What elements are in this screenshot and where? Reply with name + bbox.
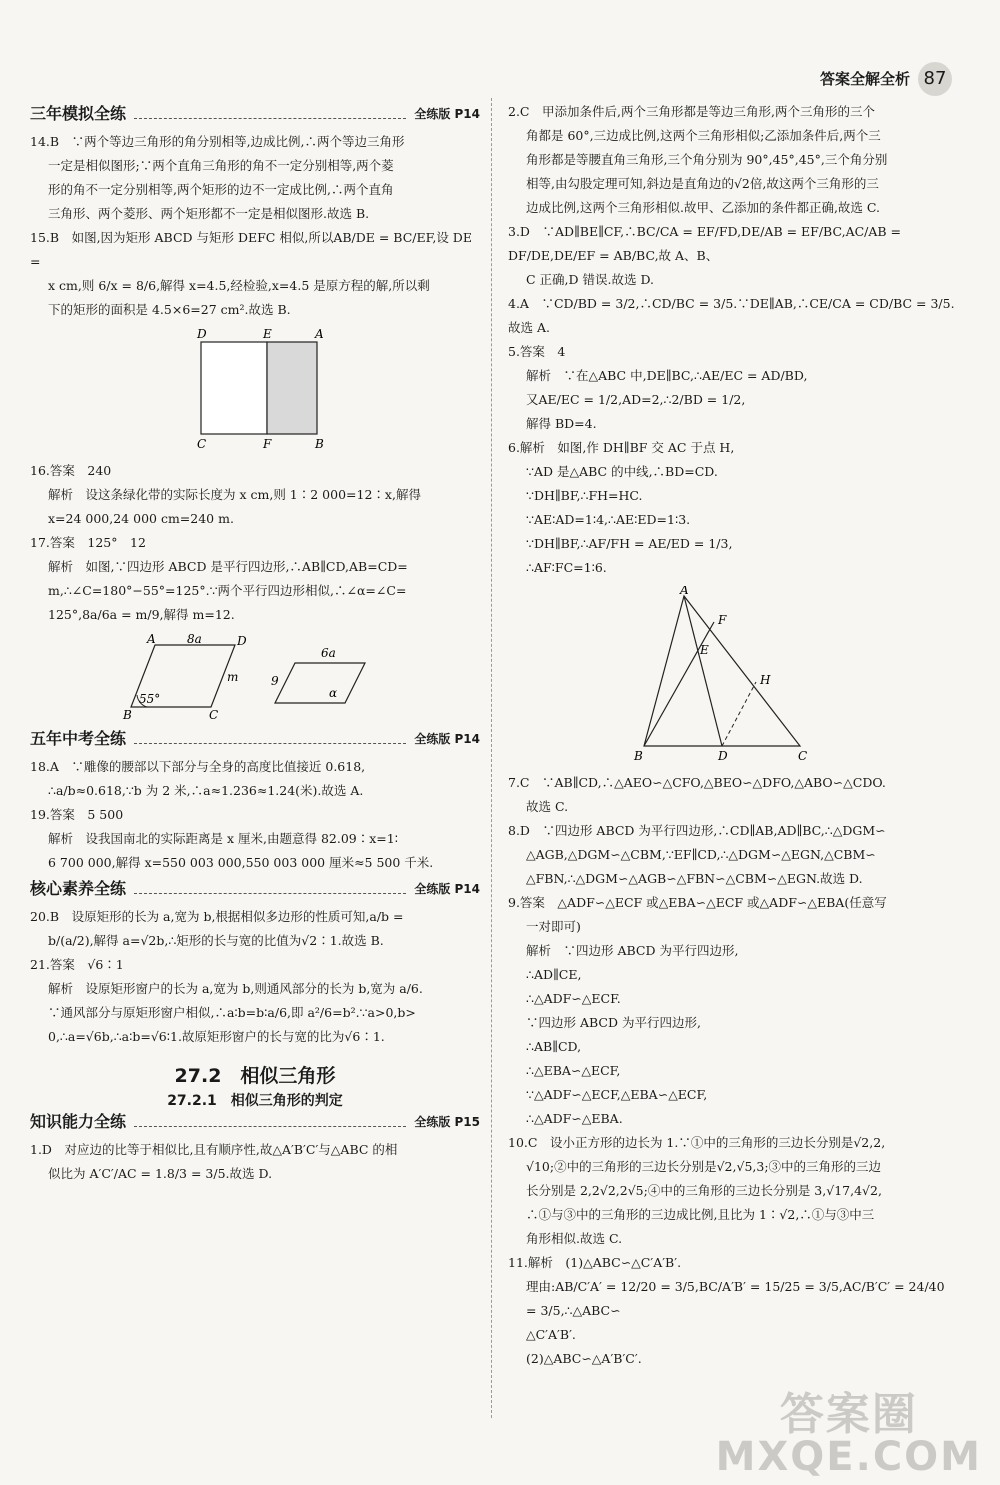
answer-line: 14.B ∵两个等边三角形的角分别相等,边成比例,∴两个等边三角形 [30,134,405,149]
answer-line: 解析 设我国南北的实际距离是 x 厘米,由题意得 82.09∶x=1∶ [48,831,398,846]
section-header [30,106,480,122]
answer-line: ∴a/b≈0.618,∵b 为 2 米,∴a≈1.236≈1.24(米).故选 A. [48,783,364,798]
answer-line: 7.C ∵AB∥CD,∴△AEO∽△CFO,△BEO∽△DFO,△ABO∽△CDO. [508,774,886,790]
answer-16 [30,459,480,531]
answer-line: m,∴∠C=180°−55°=125°.∵两个平行四边形相似,∴∠α=∠C= [48,582,407,598]
label-m: m [227,669,239,684]
section-title: 核心素养全练 [30,879,127,898]
answer-line: 相等,由勾股定理可知,斜边是直角边的√2倍,故这两个三角形的三 [526,176,879,191]
section-header [30,1114,480,1130]
watermark-logo [715,1389,982,1480]
left-column [30,100,480,1186]
answer-line: 一定是相似图形;∵两个直角三角形的角不一定分别相等,两个菱 [48,158,394,173]
rect-efba [267,342,317,434]
rectangle-figure [175,328,335,450]
answer-line: (2)△ABC∽△A′B′C′. [526,1350,642,1366]
answer-line: 解析 ∵在△ABC 中,DE∥BC,∴AE/EC = AD/BD, [526,368,808,383]
answer-line: ∵△ADF∽△ECF,△EBA∽△ECF, [526,1086,708,1102]
answer-line: 1.D 对应边的比等于相似比,且有顺序性,故△A′B′C′与△ABC 的相 [30,1142,398,1157]
answer-line: 角形都是等腰直角三角形,三个角分别为 90°,45°,45°,三个角分别 [526,152,888,167]
answer-line: 3.D ∵AD∥BE∥CF,∴BC/CA = EF/FD,DE/AB = EF/BC,AC/AB = DF/DE,DE/EF = AB/BC,故 A、B、 [508,224,902,263]
answer-9 [508,891,956,1131]
label-9: 9 [271,673,279,688]
parallelogram-figure [115,633,395,723]
section-ref: 全练版 P14 [414,107,480,121]
answer-line: x=24 000,24 000 cm=240 m. [48,510,234,526]
label-b: B [123,707,132,722]
answer-line: ∴①与③中的三角形的三边成比例,且比为 1∶√2,∴①与③中三 [526,1206,875,1222]
answer-line: 解析 设这条绿化带的实际长度为 x cm,则 1∶2 000=12∶x,解得 [48,486,421,502]
header-title: 答案全解全析 [819,69,910,88]
answer-line: 三角形、两个菱形、两个矩形都不一定是相似图形.故选 B. [48,206,370,221]
answer-line: 16.答案 240 [30,462,112,478]
section-ref: 全练版 P15 [414,1115,480,1129]
answer-line: ∴△ADF∽△ECF. [526,990,621,1006]
median-ad [684,596,722,746]
chapter-title: 27.2 相似三角形 [174,1065,336,1087]
section-title: 三年模拟全练 [30,104,127,123]
answer-line: ∴AB∥CD, [526,1038,582,1054]
triangle-figure [632,586,832,762]
answer-line: 角形相似.故选 C. [526,1230,623,1246]
answer-line: △AGB,△DGM∽△CBM,∵EF∥CD,∴△DGM∽△EGN,△CBM∽ [526,846,876,862]
label-55: 55° [139,691,161,706]
answer-line: 20.B 设原矩形的长为 a,宽为 b,根据相似多边形的性质可知,a/b = [30,909,404,924]
answer-19 [30,803,480,875]
answer-line: 0,∴a=√6b,∴a∶b=√6∶1.故原矩形窗户的长与宽的比为√6∶1. [48,1029,385,1044]
answer-line: 11.解析 (1)△ABC∽△C′A′B′. [508,1254,682,1270]
answer-line: 解得 BD=4. [526,416,597,431]
answer-line: ∴AD∥CE, [526,966,582,982]
answer-line: 10.C 设小正方形的边长为 1.∵①中的三角形的三边长分别是√2,2, [508,1134,886,1150]
answer-line: 17.答案 125° 12 [30,534,146,550]
answer-1 [30,1138,480,1186]
answer-line: C 正确,D 错误.故选 D. [526,272,655,287]
answer-line: 4.A ∵CD/BD = 3/2,∴CD/BC = 3/5.∵DE∥AB,∴CE/CA = CD/BC = 3/5.故选 A. [508,296,955,335]
answer-line: 6 700 000,解得 x=550 003 000,550 003 000 厘米≈5 500 千米. [48,855,434,870]
answer-line: x cm,则 6/x = 8/6,解得 x=4.5,经检验,x=4.5 是原方程的解,所以剩 [48,278,430,293]
answer-14 [30,130,480,226]
answer-line: ∴△EBA∽△ECF, [526,1062,621,1078]
label-d: D [197,328,207,341]
answer-line: ∵DH∥BF,∴AF/FH = AE/ED = 1/3, [526,536,733,551]
answer-line: 故选 C. [526,798,569,814]
answer-line: 9.答案 △ADF∽△ECF 或△EBA∽△ECF 或△ADF∽△EBA(任意写 [508,894,887,910]
answer-line: 角都是 60°,三边成比例,这两个三角形相似;乙添加条件后,两个三 [526,128,881,143]
answer-line: 解析 ∵四边形 ABCD 为平行四边形, [526,942,739,958]
answer-line: 理由:AB/C′A′ = 12/20 = 3/5,BC/A′B′ = 15/25 = 3/5,AC/B′C′ = 24/40 = 3/5,∴△ABC∽ [526,1278,945,1318]
label-b: B [634,749,643,762]
page-header [820,62,952,96]
answer-line: ∴AF∶FC=1∶6. [526,560,607,575]
label-c: C [209,707,219,722]
answer-3 [508,220,956,292]
answer-line: 边成比例,这两个三角形相似.故甲、乙添加的条件都正确,故选 C. [526,200,880,215]
answer-line: 6.解析 如图,作 DH∥BF 交 AC 于点 H, [508,440,735,455]
answer-11 [508,1251,956,1371]
answer-line: 解析 如图,∵四边形 ABCD 是平行四边形,∴AB∥CD,AB=CD= [48,558,408,574]
answer-21 [30,953,480,1049]
answer-6 [508,436,956,580]
section-ref: 全练版 P14 [414,732,480,746]
section-leader [134,118,406,119]
figure-15 [30,328,480,453]
answer-line: △C′A′B′. [526,1326,576,1342]
section-title: 知识能力全练 [30,1112,127,1131]
segment-dh [722,682,756,746]
answer-line: ∵通风部分与原矩形窗户相似,∴a∶b=b∶a/6,即 a²/6=b².∵a>0,b> [48,1005,416,1020]
answer-18 [30,755,480,803]
answer-10 [508,1131,956,1251]
section-header [30,881,480,897]
label-c: C [197,437,207,450]
answer-line: 下的矩形的面积是 4.5×6=27 cm².故选 B. [48,302,291,317]
watermark-line: 答案圈 [779,1389,918,1440]
section-leader [134,1126,406,1127]
answer-line: 形的角不一定分别相等,两个矩形的边不一定成比例,∴两个直角 [48,182,394,197]
label-d: D [718,749,728,762]
answer-line: 19.答案 5 500 [30,807,124,822]
column-divider [491,98,492,1418]
section-title: 五年中考全练 [30,729,127,748]
section-ref: 全练版 P14 [414,882,480,896]
figure-17 [30,633,480,726]
answer-line: 似比为 A′C′/AC = 1.8/3 = 3/5.故选 D. [48,1166,273,1181]
answer-line: 8.D ∵四边形 ABCD 为平行四边形,∴CD∥AB,AD∥BC,∴△DGM∽ [508,822,886,838]
right-column [508,100,956,1371]
answer-7 [508,771,956,819]
label-b: B [315,437,324,450]
answer-line: ∵DH∥BF,∴FH=HC. [526,488,643,503]
label-a: A [680,586,689,597]
answer-15 [30,226,480,322]
answer-2 [508,100,956,220]
answer-line: 5.答案 4 [508,344,566,359]
section-leader [134,893,406,894]
label-e: E [263,328,272,341]
answer-line: 15.B 如图,因为矩形 ABCD 与矩形 DEFC 相似,所以AB/DE = BC/EF,设 DE = [30,230,472,269]
subchapter-title: 27.2.1 相似三角形的判定 [167,1093,343,1109]
label-f: F [263,437,272,450]
answer-line: 125°,8a/6a = m/9,解得 m=12. [48,606,235,622]
answer-line: 21.答案 √6∶1 [30,957,124,972]
segment-bf [644,622,714,746]
answer-5 [508,340,956,436]
section-header [30,731,480,747]
answer-line: ∴△ADF∽△EBA. [526,1110,623,1126]
answer-line: 长分别是 2,2√2,2√5;④中的三角形的三边长分别是 3,√17,4√2, [526,1182,882,1198]
answer-17 [30,531,480,627]
label-f: F [718,613,727,627]
answer-8 [508,819,956,891]
answer-line: √10;②中的三角形的三边长分别是√2,√5,3;③中的三角形的三边 [526,1158,882,1174]
rect-dcfe [201,342,267,434]
label-e: E [700,643,709,657]
answer-line: 解析 设原矩形窗户的长为 a,宽为 b,则通风部分的长为 b,宽为 a/6. [48,981,423,996]
answer-line: 18.A ∵雕像的腰部以下部分与全身的高度比值接近 0.618, [30,759,366,774]
answer-line: 又AE/EC = 1/2,AD=2,∴2/BD = 1/2, [526,392,746,407]
figure-6 [508,586,956,765]
answer-line: ∵四边形 ABCD 为平行四边形, [526,1014,701,1030]
answer-line: 2.C 甲添加条件后,两个三角形都是等边三角形,两个三角形的三个 [508,104,875,119]
answer-4 [508,292,956,340]
section-leader [134,743,406,744]
answer-20 [30,905,480,953]
watermark-line: MXQE.COM [715,1434,982,1480]
answer-line: ∵AD 是△ABC 的中线,∴BD=CD. [526,464,718,479]
label-8a: 8a [187,632,202,646]
answer-line: △FBN,∴△DGM∽△AGB∽△FBN∽△CBM∽△EGN.故选 D. [526,870,863,886]
parallelogram-small [275,663,365,703]
label-alpha: α [329,685,338,700]
answer-line: ∵AE∶AD=1∶4,∴AE∶ED=1∶3. [526,512,691,527]
answer-line: 一对即可) [526,918,581,934]
label-d: D [237,633,247,648]
label-c: C [798,749,808,762]
label-h: H [760,673,771,687]
label-6a: 6a [321,645,336,660]
page-number: 87 [918,62,952,96]
label-a: A [315,328,324,341]
label-a: A [147,632,156,646]
answer-line: b/(a/2),解得 a=√2b,∴矩形的长与宽的比值为√2∶1.故选 B. [48,933,384,948]
